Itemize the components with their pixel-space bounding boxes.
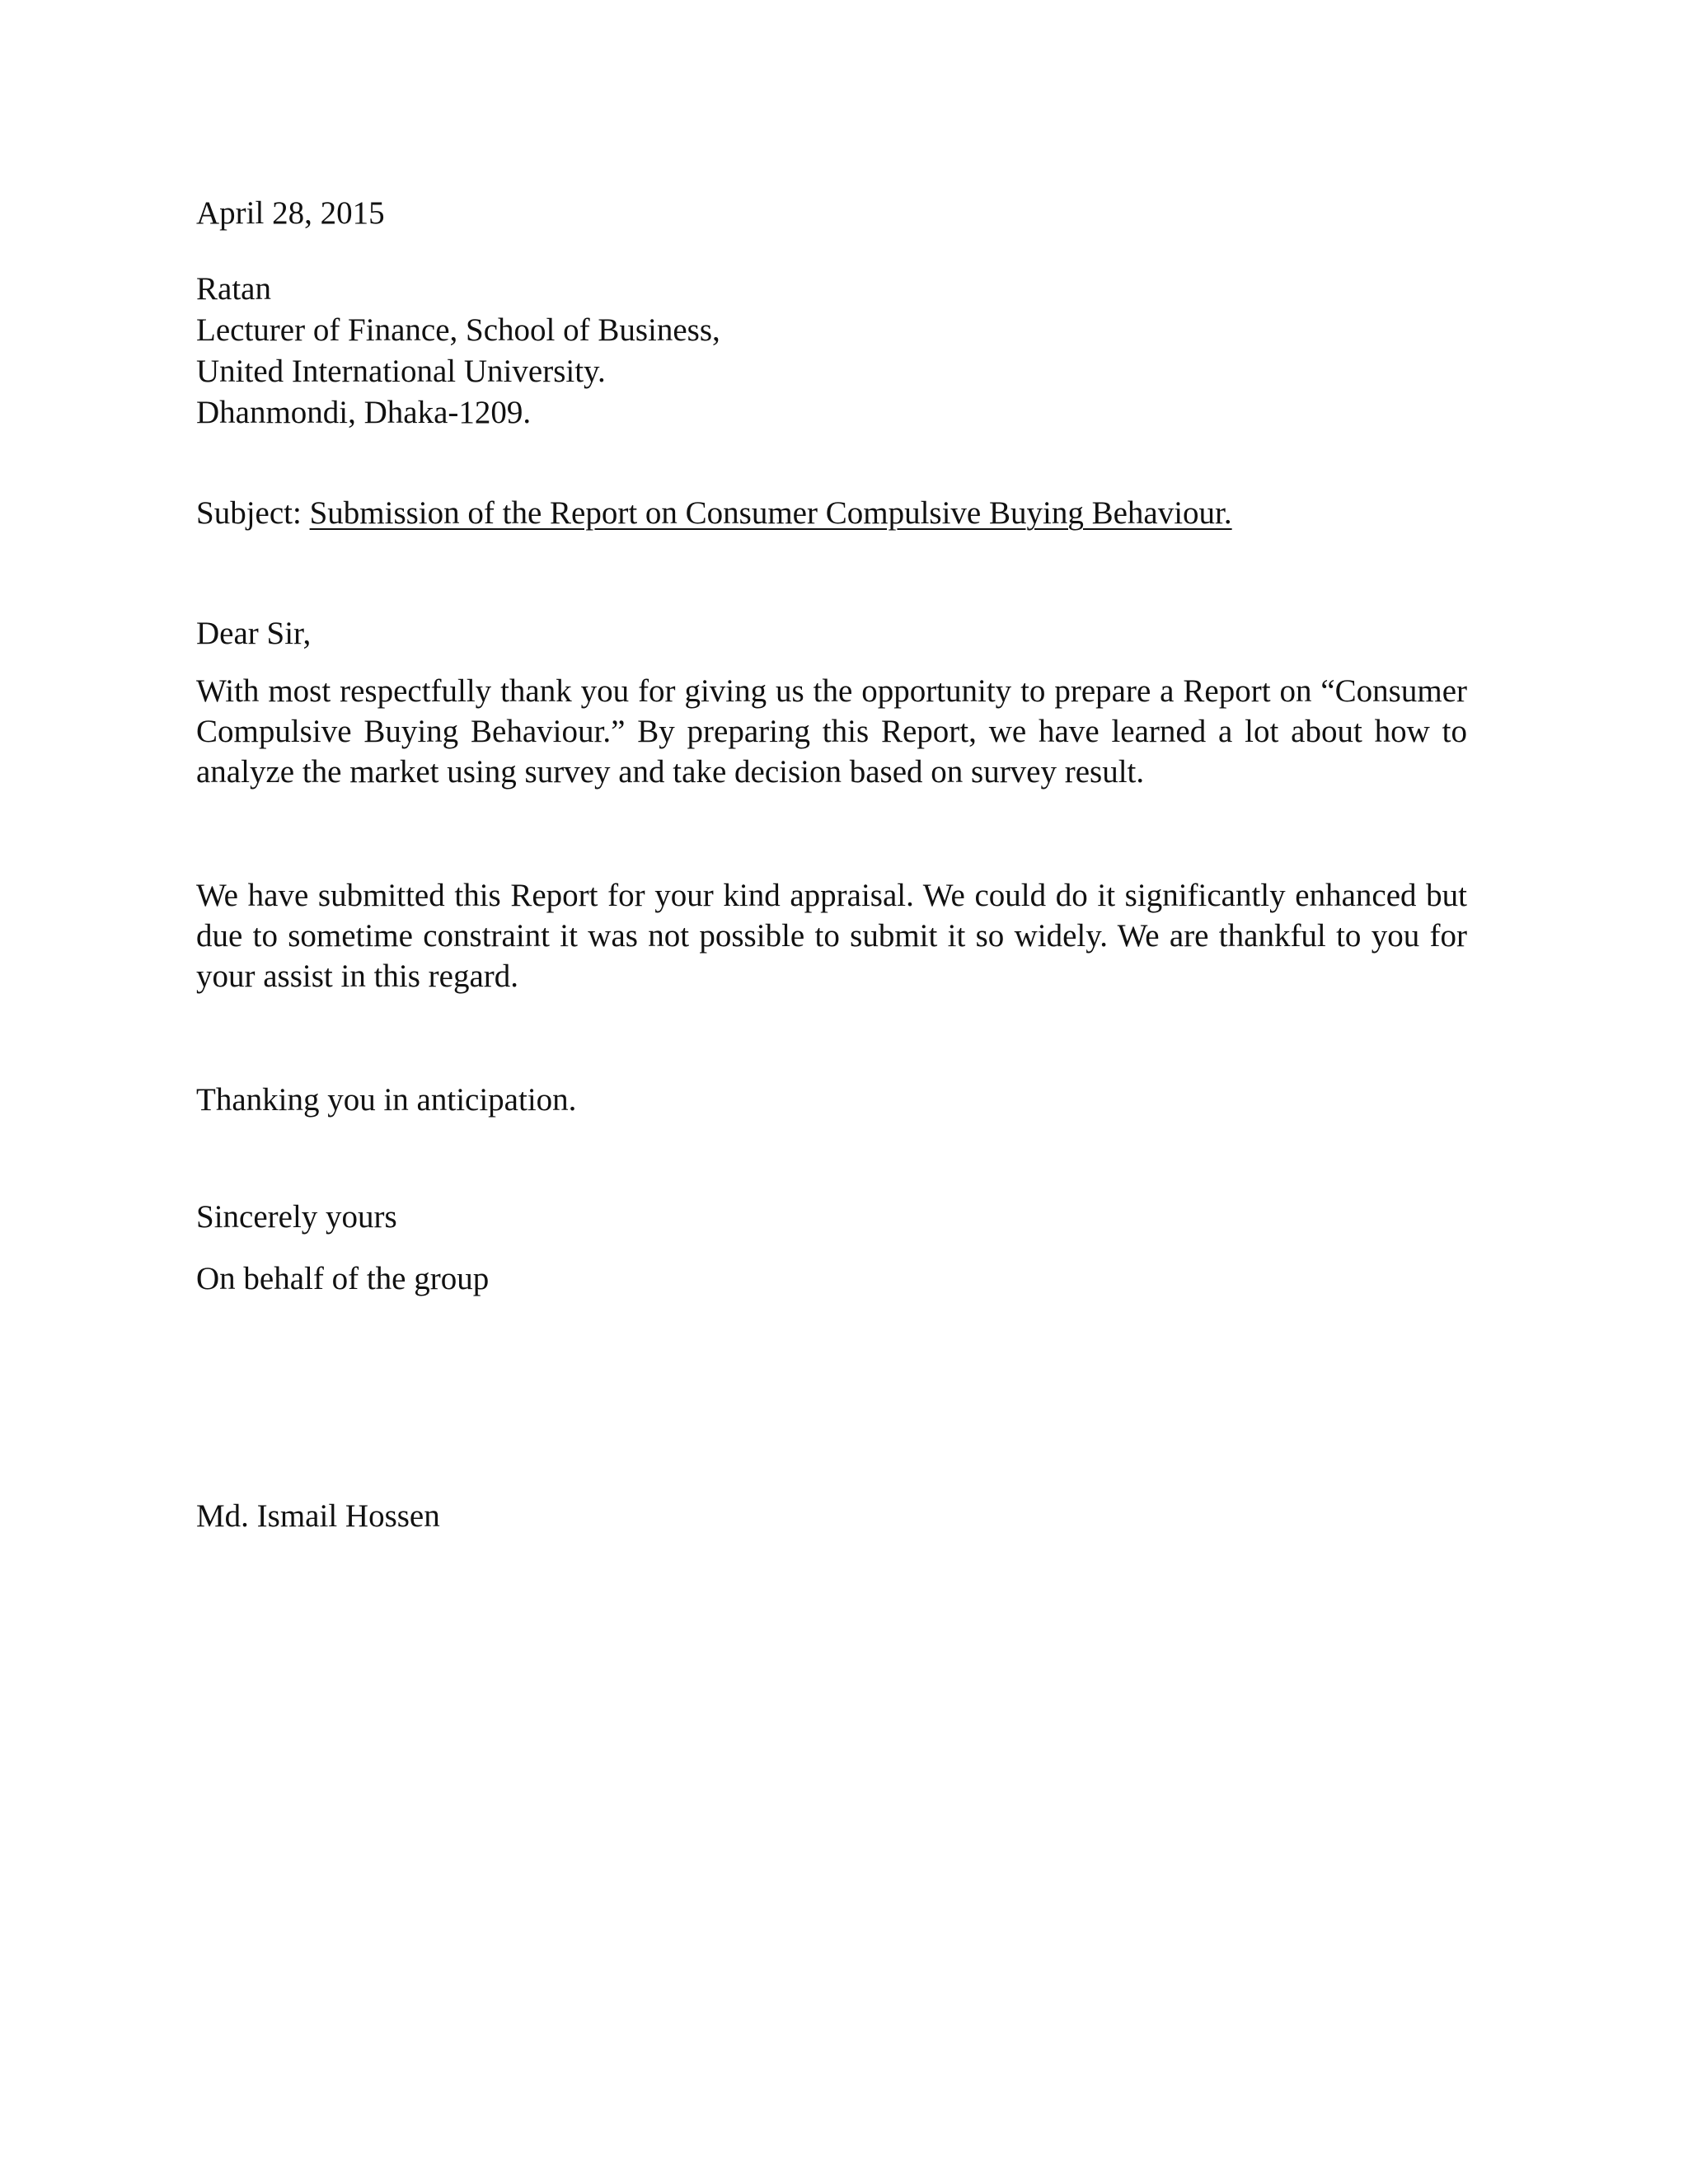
recipient-address-block	[196, 269, 720, 434]
recipient-address: Dhanmondi, Dhaka-1209.	[196, 395, 532, 430]
subject-line	[196, 493, 1232, 533]
recipient-institution: United International University.	[196, 354, 606, 389]
salutation: Dear Sir,	[196, 616, 312, 651]
subject-label: Subject:	[196, 495, 310, 531]
valediction: Sincerely yours	[196, 1199, 397, 1235]
subject-text: Submission of the Report on Consumer Compulsive Buying Behaviour.	[309, 495, 1232, 531]
signatory-name: Md. Ismail Hossen	[196, 1498, 440, 1534]
recipient-name: Ratan	[196, 271, 271, 307]
body-paragraph-1: With most respectfully thank you for giving us the opportunity to prepare a Report on “Consumer Compulsive Buying Behaviour.” By preparing this Report, we have learned a lot about how to analyze the market using survey and take decision based on survey result.	[196, 673, 1467, 790]
letter-date: April 28, 2015	[196, 195, 385, 231]
body-paragraph-2: We have submitted this Report for your kind appraisal. We could do it significantly enhanced but due to sometime constraint it was not possible to submit it so widely. We are thankful to you for your assist in this regard.	[196, 878, 1467, 994]
closing-line: Thanking you in anticipation.	[196, 1082, 577, 1118]
recipient-title: Lecturer of Finance, School of Business,	[196, 312, 720, 348]
on-behalf-line: On behalf of the group	[196, 1261, 490, 1296]
